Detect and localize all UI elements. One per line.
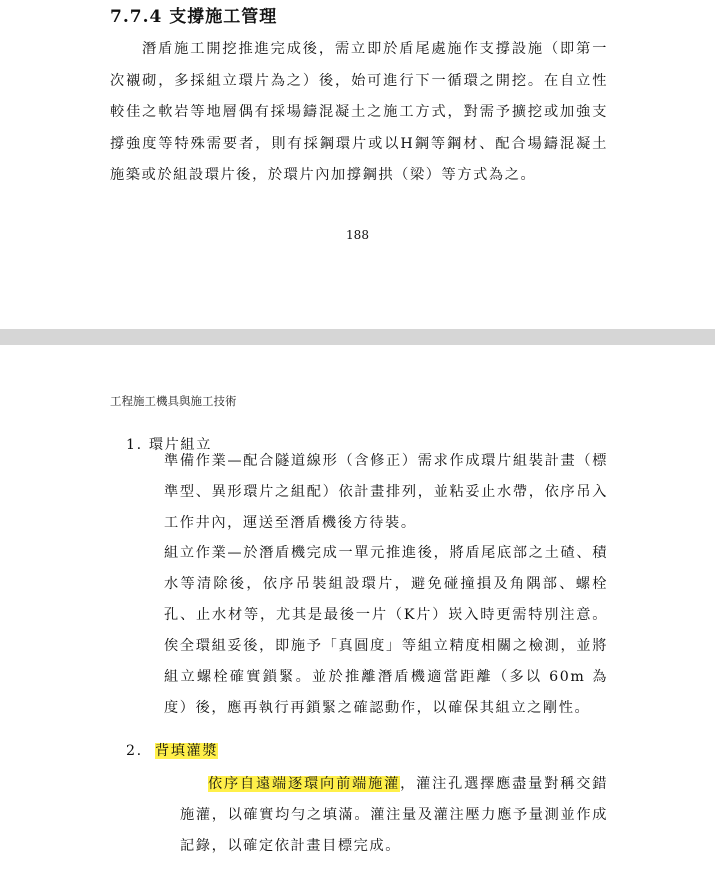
item-2-paragraph: [180, 769, 608, 862]
item-2-title-highlighted: 背填灌漿: [154, 743, 219, 759]
page-number: 188: [346, 228, 369, 242]
item-1-title: 1. 環片組立: [126, 437, 212, 453]
page-separator: [0, 329, 715, 345]
item-2-number: 2.: [126, 743, 143, 759]
document-page-188: [0, 0, 715, 329]
running-header: 工程施工機具與施工技術: [110, 394, 237, 408]
document-page-next: [0, 345, 715, 873]
item-1-paragraph-1: 準備作業—配合隧道線形（含修正）需求作成環片組裝計畫（標準型、異形環片之組配）依計畫排列，並粘妥止水帶，依序吊入工作井內，運送至潛盾機後方待裝。: [164, 453, 608, 531]
item-1-paragraph-2: 組立作業—於潛盾機完成一單元推進後，將盾尾底部之土碴、積水等清除後，依序吊裝組設環片，避免碰撞損及角隅部、螺栓孔、止水材等，尤其是最後一片（K片）崁入時更需特別注意。俟全環組妥後，即施予「真圓度」等組立精度相關之檢測，並將組立螺栓確實鎖緊。並於推離潛盾機適當距離（多以 60m 為度）後，應再執行再鎖緊之確認動作，以確保其組立之剛性。: [164, 545, 608, 716]
section-heading: 7.7.4 支撐施工管理: [110, 7, 278, 27]
body-paragraph: 潛盾施工開挖推進完成後，需立即於盾尾處施作支撐設施（即第一次襯砌，多採組立環片為之）後，始可進行下一循環之開挖。在自立性較佳之軟岩等地層偶有採場鑄混凝土之施工方式，對需予擴挖或加強支撐強度等特殊需要者，則有採鋼環片或以H鋼等鋼材、配合場鑄混凝土施築或於組設環片後，於環片內加撐鋼拱（梁）等方式為之。: [110, 41, 608, 183]
highlighted-text: 依序自遠端逐環向前端施灌: [208, 776, 401, 792]
item-2-title-line: [126, 741, 218, 761]
item-2-paragraph-rest: ，灌注孔選擇應盡量對稱交錯施灌，以確實均勻之填滿。灌注量及灌注壓力應予量測並作成記錄，以確定依計畫目標完成。: [180, 776, 608, 854]
